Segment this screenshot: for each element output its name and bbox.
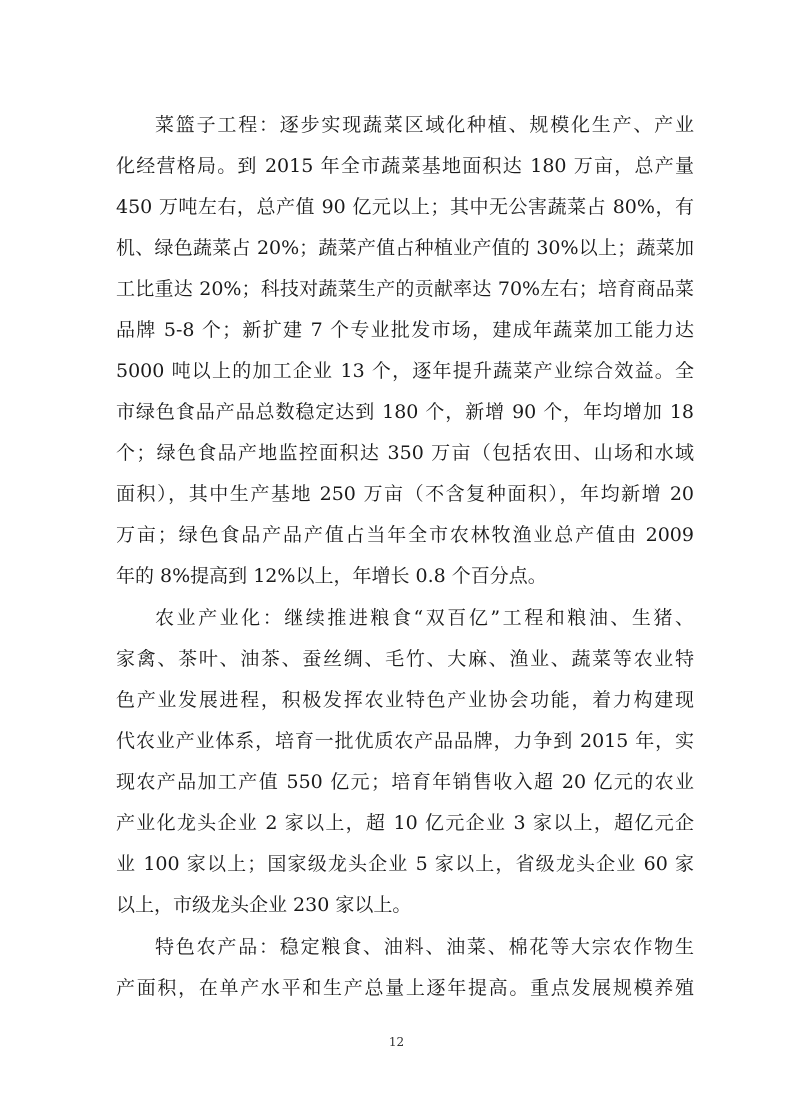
text-line: 化经营格局。到 2015 年全市蔬菜基地面积达 180 万亩，总产量 (116, 155, 694, 177)
text-line: 家禽、茶叶、油茶、蚕丝绸、毛竹、大麻、渔业、蔬菜等农业特 (116, 648, 694, 670)
text-line: 产业化龙头企业 2 家以上，超 10 亿元企业 3 家以上，超亿元企 (116, 812, 694, 834)
page-number: 12 (388, 1035, 405, 1049)
text-line: 5000 吨以上的加工企业 13 个，逐年提升蔬菜产业综合效益。全 (116, 360, 694, 382)
text-line: 机、绿色蔬菜占 20%；蔬菜产值占种植业产值的 30%以上；蔬菜加 (116, 237, 694, 259)
text-line: 特色农产品：稳定粮食、油料、油菜、棉花等大宗农作物生 (155, 936, 694, 958)
text-line: 个；绿色食品产地监控面积达 350 万亩（包括农田、山场和水域 (116, 442, 694, 464)
text-line: 产面积，在单产水平和生产总量上逐年提高。重点发展规模养殖 (116, 977, 694, 999)
text-line: 品牌 5-8 个；新扩建 7 个专业批发市场，建成年蔬菜加工能力达 (116, 319, 694, 341)
text-line: 业 100 家以上；国家级龙头企业 5 家以上，省级龙头企业 60 家 (116, 853, 694, 875)
text-line: 450 万吨左右，总产值 90 亿元以上；其中无公害蔬菜占 80%，有 (116, 196, 694, 218)
text-line: 年的 8%提高到 12%以上，年增长 0.8 个百分点。 (116, 565, 547, 587)
text-line: 农业产业化：继续推进粮食“双百亿”工程和粮油、生猪、 (155, 607, 694, 629)
text-line: 面积），其中生产基地 250 万亩（不含复种面积），年均新增 20 (116, 483, 694, 505)
text-line: 工比重达 20%；科技对蔬菜生产的贡献率达 70%左右；培育商品菜 (116, 278, 694, 300)
text-line: 市绿色食品产品总数稳定达到 180 个，新增 90 个，年均增加 18 (116, 401, 694, 423)
text-line: 菜篮子工程：逐步实现蔬菜区域化种植、规模化生产、产业 (155, 114, 694, 136)
text-line: 万亩；绿色食品产品产值占当年全市农林牧渔业总产值由 2009 (116, 524, 694, 546)
text-line: 现农产品加工产值 550 亿元；培育年销售收入超 20 亿元的农业 (116, 771, 694, 793)
text-line: 色产业发展进程，积极发挥农业特色产业协会功能，着力构建现 (116, 689, 694, 711)
text-line: 代农业产业体系，培育一批优质农产品品牌，力争到 2015 年，实 (116, 730, 694, 752)
text-line: 以上，市级龙头企业 230 家以上。 (116, 894, 412, 916)
